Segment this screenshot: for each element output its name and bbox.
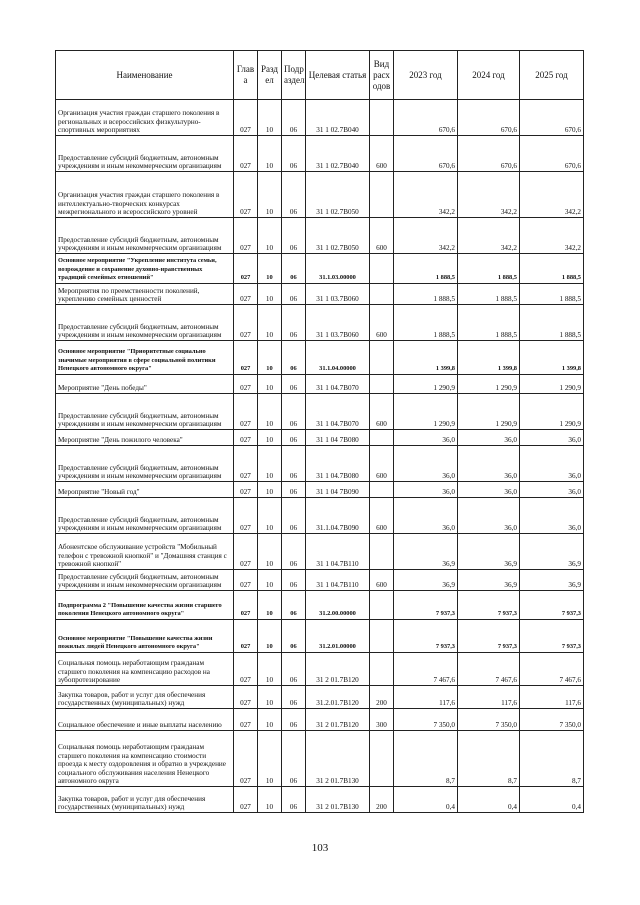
row-glava: 027	[234, 218, 258, 254]
table-row	[56, 341, 584, 375]
row-2025: 670,6	[520, 100, 584, 136]
row-statya: 31 1 03.7В060	[306, 305, 370, 341]
row-statya: 31.1.04.7В090	[306, 498, 370, 534]
row-2024: 36,0	[458, 498, 520, 534]
row-podrazdel: 06	[282, 653, 306, 686]
table-row	[56, 430, 584, 446]
table-row	[56, 218, 584, 254]
row-name: Подпрограмма 2 "Повышение качества жизни старшего поколения Ненецкого автономного округа"	[56, 591, 234, 620]
table-header-row	[56, 51, 584, 100]
row-2023: 1 290,9	[394, 375, 458, 394]
header-2024: 2024 год	[458, 51, 520, 100]
header-podrazdel: Подр аздел	[282, 51, 306, 100]
row-2025: 1 888,5	[520, 254, 584, 284]
row-podrazdel: 06	[282, 446, 306, 482]
row-statya: 31.2.01.00000	[306, 620, 370, 653]
row-statya: 31 2 01.7В120	[306, 653, 370, 686]
row-razdel: 10	[258, 731, 282, 787]
row-razdel: 10	[258, 498, 282, 534]
table-row	[56, 570, 584, 591]
row-vid	[370, 482, 394, 498]
row-2023: 7 937,3	[394, 591, 458, 620]
row-podrazdel: 06	[282, 284, 306, 305]
table-row	[56, 534, 584, 570]
row-2025: 1 399,8	[520, 341, 584, 375]
row-statya: 31 1 04.7В080	[306, 446, 370, 482]
row-2023: 1 290,9	[394, 394, 458, 430]
row-name: Социальная помощь неработающим гражданам старшего поколения на компенсацию стоимости проезда к месту оздоровления и обратно в учреждение социального обслуживания населения Ненецкого автономного округа	[56, 731, 234, 787]
row-glava: 027	[234, 709, 258, 731]
row-2023: 36,9	[394, 570, 458, 591]
row-name: Социальная помощь неработающим гражданам старшего поколения на компенсацию расходов на зубопротезирование	[56, 653, 234, 686]
row-name: Предоставление субсидий бюджетным, автономным учреждениям и иным некоммерческим организациям	[56, 305, 234, 341]
row-2024: 0,4	[458, 787, 520, 813]
row-2023: 36,0	[394, 498, 458, 534]
row-podrazdel: 06	[282, 341, 306, 375]
row-2025: 342,2	[520, 218, 584, 254]
row-name: Предоставление субсидий бюджетным, автономным учреждениям и иным некоммерческим организациям	[56, 570, 234, 591]
row-glava: 027	[234, 787, 258, 813]
row-vid	[370, 430, 394, 446]
row-statya: 31 1 02.7В050	[306, 172, 370, 218]
row-2025: 36,0	[520, 498, 584, 534]
row-razdel: 10	[258, 534, 282, 570]
header-razdel: Разд ел	[258, 51, 282, 100]
row-2025: 7 467,6	[520, 653, 584, 686]
row-statya: 31 1 02.7В050	[306, 218, 370, 254]
row-vid	[370, 172, 394, 218]
row-podrazdel: 06	[282, 305, 306, 341]
row-razdel: 10	[258, 341, 282, 375]
row-razdel: 10	[258, 305, 282, 341]
row-glava: 027	[234, 341, 258, 375]
row-name: Предоставление субсидий бюджетным, автономным учреждениям и иным некоммерческим организациям	[56, 446, 234, 482]
row-podrazdel: 06	[282, 218, 306, 254]
table-row	[56, 394, 584, 430]
row-2025: 36,9	[520, 534, 584, 570]
table-row	[56, 620, 584, 653]
row-2024: 36,0	[458, 482, 520, 498]
row-podrazdel: 06	[282, 430, 306, 446]
row-2024: 36,0	[458, 430, 520, 446]
row-name: Мероприятие "Новый год"	[56, 482, 234, 498]
row-podrazdel: 06	[282, 534, 306, 570]
page-number: 103	[311, 842, 329, 854]
row-glava: 027	[234, 254, 258, 284]
row-name: Абонентское обслуживание устройств "Мобильный телефон с тревожной кнопкой" и "Домашняя станция с тревожной кнопкой"	[56, 534, 234, 570]
row-podrazdel: 06	[282, 375, 306, 394]
table-row	[56, 498, 584, 534]
header-vid: Вид расх одов	[370, 51, 394, 100]
row-2024: 1 888,5	[458, 305, 520, 341]
row-2025: 0,4	[520, 787, 584, 813]
budget-table	[55, 50, 584, 813]
row-razdel: 10	[258, 482, 282, 498]
header-2025: 2025 год	[520, 51, 584, 100]
row-2024: 36,0	[458, 446, 520, 482]
table-row	[56, 787, 584, 813]
table-row	[56, 172, 584, 218]
row-glava: 027	[234, 498, 258, 534]
row-vid	[370, 284, 394, 305]
row-2023: 1 399,8	[394, 341, 458, 375]
table-row	[56, 653, 584, 686]
row-2024: 670,6	[458, 100, 520, 136]
row-glava: 027	[234, 731, 258, 787]
row-name: Предоставление субсидий бюджетным, автономным учреждениям и иным некоммерческим организациям	[56, 498, 234, 534]
row-2023: 342,2	[394, 218, 458, 254]
row-2025: 7 937,3	[520, 620, 584, 653]
row-name: Основное мероприятие "Укрепление института семьи, возрождение и сохранение духовно-нравственных традиций семейных отношений"	[56, 254, 234, 284]
row-2023: 36,0	[394, 446, 458, 482]
row-2023: 670,6	[394, 100, 458, 136]
row-razdel: 10	[258, 570, 282, 591]
row-glava: 027	[234, 686, 258, 709]
row-statya: 31 2 01.7В120	[306, 709, 370, 731]
row-2023: 670,6	[394, 136, 458, 172]
row-2024: 7 937,3	[458, 591, 520, 620]
row-podrazdel: 06	[282, 620, 306, 653]
table-row	[56, 284, 584, 305]
table-row	[56, 136, 584, 172]
row-2025: 36,9	[520, 570, 584, 591]
row-glava: 027	[234, 394, 258, 430]
row-statya: 31 1 04.7В070	[306, 375, 370, 394]
row-2023: 36,0	[394, 430, 458, 446]
header-name: Наименование	[56, 51, 234, 100]
row-podrazdel: 06	[282, 172, 306, 218]
row-razdel: 10	[258, 100, 282, 136]
row-2024: 1 888,5	[458, 254, 520, 284]
row-2024: 1 290,9	[458, 375, 520, 394]
row-vid	[370, 375, 394, 394]
header-glava: Глав а	[234, 51, 258, 100]
row-name: Основное мероприятие "Приоритетные социально значимые мероприятия в сфере социальной политики Ненецкого автономного округа"	[56, 341, 234, 375]
row-vid	[370, 341, 394, 375]
row-glava: 027	[234, 375, 258, 394]
row-vid: 600	[370, 570, 394, 591]
row-2024: 342,2	[458, 218, 520, 254]
row-podrazdel: 06	[282, 570, 306, 591]
row-glava: 027	[234, 136, 258, 172]
row-vid: 200	[370, 787, 394, 813]
table-row	[56, 482, 584, 498]
row-name: Закупка товаров, работ и услуг для обеспечения государственных (муниципальных) нужд	[56, 686, 234, 709]
table-row	[56, 709, 584, 731]
row-2025: 342,2	[520, 172, 584, 218]
row-2024: 1 888,5	[458, 284, 520, 305]
row-2024: 7 937,3	[458, 620, 520, 653]
row-name: Организация участия граждан старшего поколения в региональных и всероссийских физкультурно-спортивных мероприятиях	[56, 100, 234, 136]
row-glava: 027	[234, 172, 258, 218]
row-razdel: 10	[258, 375, 282, 394]
row-statya: 31 2 01.7В130	[306, 787, 370, 813]
row-razdel: 10	[258, 218, 282, 254]
row-statya: 31.2.01.7В120	[306, 686, 370, 709]
row-name: Предоставление субсидий бюджетным, автономным учреждениям и иным некоммерческим организациям	[56, 218, 234, 254]
table-row	[56, 446, 584, 482]
row-podrazdel: 06	[282, 787, 306, 813]
row-2025: 36,0	[520, 482, 584, 498]
row-podrazdel: 06	[282, 731, 306, 787]
row-name: Предоставление субсидий бюджетным, автономным учреждениям и иным некоммерческим организациям	[56, 136, 234, 172]
row-2024: 1 290,9	[458, 394, 520, 430]
row-2025: 1 888,5	[520, 284, 584, 305]
row-vid	[370, 100, 394, 136]
table-row	[56, 591, 584, 620]
row-razdel: 10	[258, 653, 282, 686]
row-2023: 117,6	[394, 686, 458, 709]
row-2024: 117,6	[458, 686, 520, 709]
row-vid	[370, 653, 394, 686]
row-vid: 200	[370, 686, 394, 709]
row-2024: 670,6	[458, 136, 520, 172]
row-statya: 31 2 01.7В130	[306, 731, 370, 787]
row-2023: 0,4	[394, 787, 458, 813]
row-statya: 31 1 04.7В110	[306, 534, 370, 570]
row-podrazdel: 06	[282, 482, 306, 498]
row-2023: 1 888,5	[394, 254, 458, 284]
row-vid	[370, 591, 394, 620]
row-razdel: 10	[258, 686, 282, 709]
row-name: Социальное обеспечение и иные выплаты населению	[56, 709, 234, 731]
row-statya: 31 1 04 7В080	[306, 430, 370, 446]
header-statya: Целевая статья	[306, 51, 370, 100]
row-glava: 027	[234, 284, 258, 305]
row-2025: 7 937,3	[520, 591, 584, 620]
row-2023: 1 888,5	[394, 305, 458, 341]
row-statya: 31 1 02.7В040	[306, 136, 370, 172]
row-razdel: 10	[258, 254, 282, 284]
row-vid: 600	[370, 498, 394, 534]
row-razdel: 10	[258, 136, 282, 172]
row-podrazdel: 06	[282, 254, 306, 284]
row-statya: 31 1 04.7В070	[306, 394, 370, 430]
table-row	[56, 731, 584, 787]
row-glava: 027	[234, 482, 258, 498]
table-row	[56, 254, 584, 284]
row-2024: 7 467,6	[458, 653, 520, 686]
row-2025: 117,6	[520, 686, 584, 709]
row-razdel: 10	[258, 446, 282, 482]
row-razdel: 10	[258, 591, 282, 620]
row-2025: 36,0	[520, 446, 584, 482]
row-name: Основное мероприятие "Повышение качества жизни пожилых людей Ненецкого автономного округа"	[56, 620, 234, 653]
row-razdel: 10	[258, 787, 282, 813]
row-razdel: 10	[258, 394, 282, 430]
row-vid: 600	[370, 394, 394, 430]
row-statya: 31 1 03.7В060	[306, 284, 370, 305]
row-razdel: 10	[258, 620, 282, 653]
row-statya: 31 1 04.7В110	[306, 570, 370, 591]
row-statya: 31.1.04.00000	[306, 341, 370, 375]
row-2025: 7 350,0	[520, 709, 584, 731]
row-2025: 1 888,5	[520, 305, 584, 341]
row-2024: 8,7	[458, 731, 520, 787]
row-podrazdel: 06	[282, 498, 306, 534]
row-2024: 36,9	[458, 534, 520, 570]
row-vid: 600	[370, 136, 394, 172]
row-glava: 027	[234, 534, 258, 570]
row-2025: 670,6	[520, 136, 584, 172]
row-2025: 36,0	[520, 430, 584, 446]
table-row	[56, 100, 584, 136]
row-statya: 31 1 04 7В090	[306, 482, 370, 498]
table-row	[56, 686, 584, 709]
row-2024: 7 350,0	[458, 709, 520, 731]
row-razdel: 10	[258, 709, 282, 731]
row-name: Организация участия граждан старшего поколения в интеллектуально-творческих конкурсах межрегионального и всероссийского уровней	[56, 172, 234, 218]
row-2024: 1 399,8	[458, 341, 520, 375]
table-row	[56, 305, 584, 341]
row-2023: 36,9	[394, 534, 458, 570]
row-razdel: 10	[258, 284, 282, 305]
row-glava: 027	[234, 653, 258, 686]
row-glava: 027	[234, 570, 258, 591]
row-vid: 600	[370, 218, 394, 254]
row-vid: 600	[370, 446, 394, 482]
row-name: Предоставление субсидий бюджетным, автономным учреждениям и иным некоммерческим организациям	[56, 394, 234, 430]
row-glava: 027	[234, 430, 258, 446]
row-podrazdel: 06	[282, 709, 306, 731]
row-podrazdel: 06	[282, 394, 306, 430]
row-2023: 342,2	[394, 172, 458, 218]
row-vid	[370, 731, 394, 787]
row-podrazdel: 06	[282, 136, 306, 172]
row-2023: 7 937,3	[394, 620, 458, 653]
row-2025: 8,7	[520, 731, 584, 787]
row-glava: 027	[234, 591, 258, 620]
row-2023: 1 888,5	[394, 284, 458, 305]
row-vid: 300	[370, 709, 394, 731]
row-2024: 342,2	[458, 172, 520, 218]
row-2025: 1 290,9	[520, 375, 584, 394]
row-2023: 36,0	[394, 482, 458, 498]
row-razdel: 10	[258, 430, 282, 446]
row-vid: 600	[370, 305, 394, 341]
row-2024: 36,9	[458, 570, 520, 591]
row-podrazdel: 06	[282, 591, 306, 620]
row-2023: 7 467,6	[394, 653, 458, 686]
header-2023: 2023 год	[394, 51, 458, 100]
row-glava: 027	[234, 620, 258, 653]
row-name: Закупка товаров, работ и услуг для обеспечения государственных (муниципальных) нужд	[56, 787, 234, 813]
row-name: Мероприятие "День пожилого человека"	[56, 430, 234, 446]
row-glava: 027	[234, 446, 258, 482]
table-row	[56, 375, 584, 394]
row-statya: 31.2.00.00000	[306, 591, 370, 620]
row-statya: 31 1 02.7В040	[306, 100, 370, 136]
row-2023: 7 350,0	[394, 709, 458, 731]
row-name: Мероприятие "День победы"	[56, 375, 234, 394]
row-glava: 027	[234, 100, 258, 136]
row-glava: 027	[234, 305, 258, 341]
row-podrazdel: 06	[282, 686, 306, 709]
row-2023: 8,7	[394, 731, 458, 787]
row-statya: 31.1.03.00000	[306, 254, 370, 284]
row-vid	[370, 620, 394, 653]
row-2025: 1 290,9	[520, 394, 584, 430]
row-name: Мероприятия по преемственности поколений, укреплению семейных ценностей	[56, 284, 234, 305]
row-razdel: 10	[258, 172, 282, 218]
row-vid	[370, 534, 394, 570]
row-vid	[370, 254, 394, 284]
row-podrazdel: 06	[282, 100, 306, 136]
